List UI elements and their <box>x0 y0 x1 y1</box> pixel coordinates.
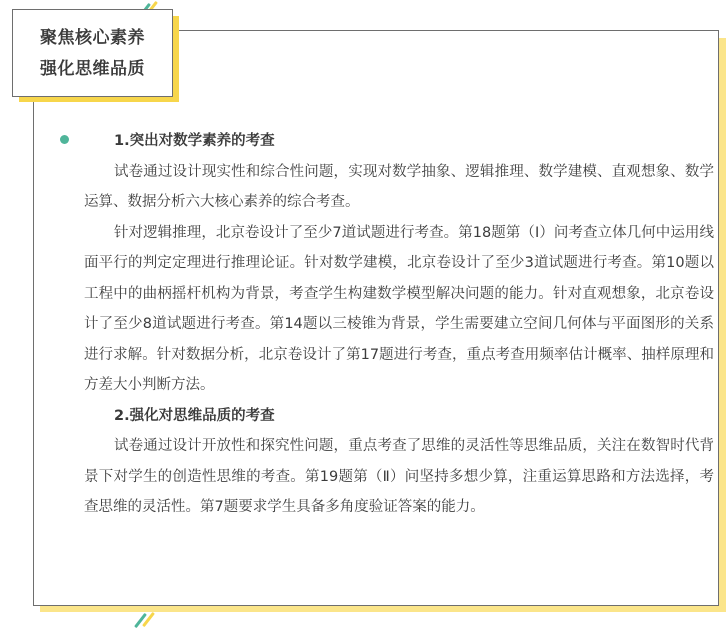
title-line-2: 强化思维品质 <box>40 59 145 79</box>
section-heading: 2.强化对思维品质的考查 <box>114 407 275 424</box>
paragraph: 试卷通过设计开放性和探究性问题，重点考查了思维的灵活性等思维品质，关注在数智时代背景下对学生的创造性思维的考查。第19题第（Ⅱ）问坚持多想少算，注重运算思路和方法选择，考查思维的灵活性。第7题要求学生具备多角度验证答案的能力。 <box>84 438 714 515</box>
paragraph: 试卷通过设计现实性和综合性问题，实现对数学抽象、逻辑推理、数学建模、直观想象、数学运算、数据分析六大核心素养的综合考查。 <box>84 163 714 210</box>
title-label <box>12 9 173 97</box>
section-heading: 1.突出对数学素养的考查 <box>114 133 275 149</box>
paragraph: 针对逻辑推理，北京卷设计了至少7道试题进行考查。第18题第（Ⅰ）问考查立体几何中运用线面平行的判定定理进行推理论证。针对数学建模，北京卷设计了至少3道试题进行考查。第10题以工程中的曲柄摇杆机构为背景，考查学生构建数学模型解决问题的能力。针对直观想象，北京卷设计了至少8道试题进行考查。第14题以三棱锥为背景，学生需要建立空间几何体与平面图形的关系进行求解。针对数据分析，北京卷设计了第17题进行考查，重点考查用频率估计概率、抽样原理和方差大小判断方法。 <box>84 224 714 393</box>
bullet-dot <box>60 135 69 144</box>
article-body <box>84 126 714 523</box>
title-line-1: 聚焦核心素养 <box>40 28 145 48</box>
